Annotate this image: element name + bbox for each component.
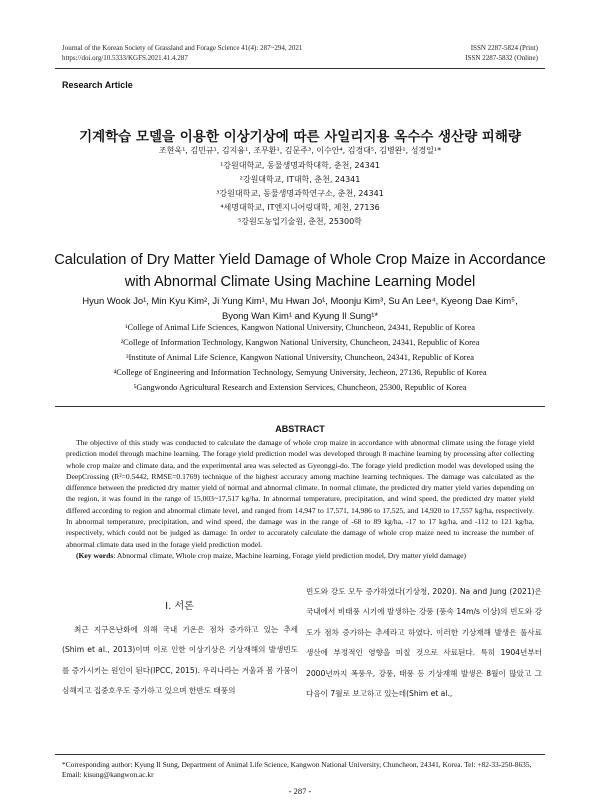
abstract-body xyxy=(66,437,534,561)
doi-link[interactable]: https://doi.org/10.5333/KGFS.2021.41.4.287 xyxy=(62,54,188,62)
english-title-line: Calculation of Dry Matter Yield Damage of Whole Crop Maize in Accordance xyxy=(54,252,546,268)
issn-online: ISSN 2287-5832 (Online) xyxy=(465,54,538,62)
footnote-rule xyxy=(55,754,545,755)
korean-affiliation: ¹강원대학교, 동물생명과학대학, 춘천, 24341 xyxy=(220,161,380,170)
korean-title: 기계학습 모델을 이용한 이상기상에 따른 사일리지용 옥수수 생산량 피해량 xyxy=(79,129,521,145)
corresponding-author-footnote: *Corresponding author: Kyung Il Sung, Department of Animal Life Science, Kangwon National University, Chuncheon, 24341, Korea. Tel: +82-33-250-8635, Email: kisung@kangwon.ac.kr xyxy=(62,760,532,779)
english-authors xyxy=(0,293,600,323)
english-affiliation: ³Institute of Animal Life Science, Kangwon National University, Chuncheon, 24341, Republic of Korea xyxy=(125,353,475,362)
page-number: - 287 - xyxy=(288,786,312,796)
korean-authors: 조현욱¹, 김민규¹, 김지융¹, 조무환¹, 김문주³, 이수안⁴, 김경대⁵, 김병완¹, 성경일¹* xyxy=(158,146,442,155)
english-affiliation: ⁵Gangwondo Agricultural Research and Extension Services, Chuncheon, 25300, Republic of Korea xyxy=(133,383,467,392)
english-title-line: with Abnormal Climate Using Machine Learning Model xyxy=(124,274,476,290)
author-line: Hyun Wook Jo¹, Min Kyu Kim², Ji Yung Kim¹, Mu Hwan Jo¹, Moonju Kim³, Su An Lee⁴, Kyeong Dae Kim⁵, xyxy=(82,295,518,306)
english-affiliation: ⁴College of Engineering and Information Technology, Semyung University, Jecheon, 27136, Republic of Korea xyxy=(113,368,487,377)
abstract-text: The objective of this study was conducted to calculate the damage of whole crop maize in accordance with abnormal climate using the forage yield prediction model through machine learning. The forage yield prediction model was developed through 8 machine learning by processing after collecting whole crop maize and climate data, and the experimental area was selected as Gyeonggi-do. The forage yield prediction model was developed using the DeepCrossing (R²=0.5442, RMSE=0.1769) technique of the highest accuracy among machine learning techniques. The damage was calculated as the difference between the predicted dry matter yield of normal and abnormal climate. In normal climate, the predicted dry matter yield varies depending on the region, it was found in the range of 15,003~17,517 kg/ha. In abnormal temperature, precipitation, and wind speed, the predicted dry matter yield differed according to region and abnormal climate level, and ranged from 14,947 to 17,571, 14,986 to 17,525, and 14,920 to 17,557 kg/ha, respectively. In abnormal temperature, precipitation, and wind speed, the damage was in the range of -68 to 89 kg/ha, -17 to 17 kg/ha, and -112 to 121 kg/ha, respectively, which could not be judged as damage. In order to accurately calculate the damage of whole crop maize need to increase the number of abnormal climate data used in the forage yield prediction model. xyxy=(66,438,534,549)
english-title xyxy=(0,249,600,293)
korean-affiliation: ⁴세명대학교, IT엔지니어링대학, 제천, 27136 xyxy=(220,203,380,212)
keywords-label: (Key words xyxy=(76,550,114,560)
header-rule xyxy=(55,68,545,69)
english-affiliation: ¹College of Animal Life Sciences, Kangwon National University, Chuncheon, 24341, Republic of Korea xyxy=(125,323,475,332)
issn-print: ISSN 2287-5824 (Print) xyxy=(470,44,538,52)
article-type: Research Article xyxy=(62,80,133,90)
abstract-top-rule xyxy=(55,406,545,407)
abstract-heading: ABSTRACT xyxy=(275,424,325,434)
english-affiliation: ²College of Information Technology, Kangwon National University, Chuncheon, 24341, Republic of Korea xyxy=(120,338,480,347)
journal-citation: Journal of the Korean Society of Grassland and Forage Science 41(4): 287~294, 2021 xyxy=(62,44,303,52)
intro-left-column: 최근 지구온난화에 의해 국내 기온은 점차 증가하고 있는 추세(Shim et al., 2013)이며 이로 인한 이상기상은 기상재해의 발생빈도를 증가시키는 원인이 된다(IPCC, 2015). 우리나라는 겨울과 봄 가뭄이 심해지고 집중호우도 증가하고 있으며 한반도 태풍의 xyxy=(62,625,298,696)
korean-affiliation: ³강원대학교, 동물생명과학연구소, 춘천, 24341 xyxy=(216,189,384,198)
section-heading: Ⅰ. 서론 xyxy=(165,601,194,612)
intro-right-column: 빈도와 강도 모두 증가하였다(기상청, 2020). Na and Jung (2021)은 국내에서 비태풍 시기에 발생하는 강풍 (풍속 14m/s 이상)의 빈도와 강도가 점차 증가하는 추세라고 하였다. 이러한 기상재해 발생은 풀사료 생산에 부정적인 영향을 미칠 것으로 사료된다. 특히 1904년부터 2000년까지 폭풍우, 강풍, 태풍 등 기상재해 발생은 8월이 많았고 그 다음이 7월로 보고하고 있는데(Shim et al., xyxy=(306,587,542,699)
keywords-text: : Abnormal climate, Whole crop maize, Machine learning, Forage yield prediction model, Dry matter yield damage) xyxy=(113,550,466,560)
korean-affiliation: ⁵강원도농업기술원, 춘천, 25300학 xyxy=(238,217,362,226)
author-line: Byong Wan Kim¹ and Kyung Il Sung¹* xyxy=(222,310,378,321)
korean-affiliation: ²강원대학교, IT대학, 춘천, 24341 xyxy=(239,175,361,184)
